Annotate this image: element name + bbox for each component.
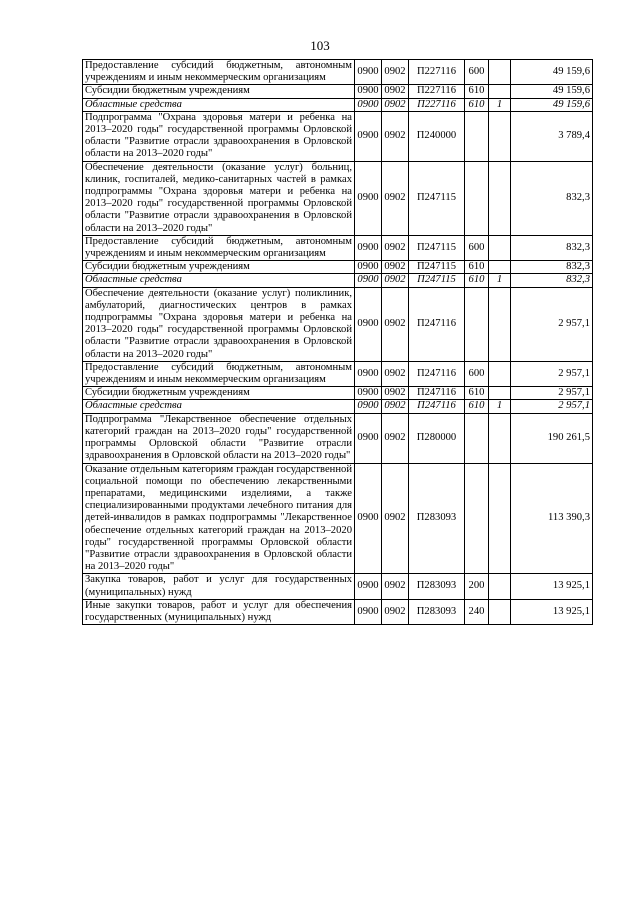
target-article-code: П283093 — [409, 463, 465, 574]
section-code: 0900 — [355, 274, 382, 287]
section-code: 0900 — [355, 287, 382, 361]
funding-source-code — [489, 463, 511, 574]
expense-type-code: 610 — [465, 85, 489, 98]
row-description: Субсидии бюджетным учреждениям — [83, 387, 355, 400]
amount: 190 261,5 — [511, 413, 593, 463]
row-description: Областные средства — [83, 274, 355, 287]
row-description: Предоставление субсидий бюджетным, автономным учреждениям и иным некоммерческим организациям — [83, 60, 355, 85]
funding-source-code — [489, 111, 511, 161]
funding-source-code — [489, 235, 511, 260]
target-article-code: П247116 — [409, 387, 465, 400]
target-article-code: П247115 — [409, 235, 465, 260]
target-article-code: П283093 — [409, 599, 465, 624]
target-article-code: П227116 — [409, 98, 465, 111]
target-article-code: П227116 — [409, 85, 465, 98]
subsection-code: 0902 — [382, 361, 409, 386]
funding-source-code — [489, 599, 511, 624]
budget-table-body — [83, 60, 593, 625]
expense-type-code: 610 — [465, 400, 489, 413]
funding-source-code — [489, 387, 511, 400]
section-code: 0900 — [355, 413, 382, 463]
section-code: 0900 — [355, 161, 382, 235]
expense-type-code: 610 — [465, 98, 489, 111]
section-code: 0900 — [355, 98, 382, 111]
section-code: 0900 — [355, 361, 382, 386]
table-row — [83, 574, 593, 599]
funding-source-code — [489, 413, 511, 463]
amount: 832,3 — [511, 235, 593, 260]
target-article-code: П247116 — [409, 361, 465, 386]
amount: 832,3 — [511, 161, 593, 235]
subsection-code: 0902 — [382, 287, 409, 361]
section-code: 0900 — [355, 60, 382, 85]
section-code: 0900 — [355, 599, 382, 624]
section-code: 0900 — [355, 463, 382, 574]
row-description: Обеспечение деятельности (оказание услуг) больниц, клиник, госпиталей, медико-санитарных частей в рамках подпрограммы "Охрана здоровья матери и ребенка на 2013–2020 годы" государственной программы Орловской области "Развитие отрасли здравоохранения в Орловской области на 2013–2020 годы" — [83, 161, 355, 235]
amount: 2 957,1 — [511, 400, 593, 413]
expense-type-code — [465, 161, 489, 235]
table-row — [83, 261, 593, 274]
target-article-code: П280000 — [409, 413, 465, 463]
amount: 13 925,1 — [511, 599, 593, 624]
row-description: Подпрограмма "Лекарственное обеспечение отдельных категорий граждан на 2013–2020 годы" государственной программы Орловской области "Развитие отрасли здравоохранения в Орловской области на 2013–2020 годы" — [83, 413, 355, 463]
row-description: Подпрограмма "Охрана здоровья матери и ребенка на 2013–2020 годы" государственной программы Орловской области "Развитие отрасли здравоохранения в Орловской области на 2013–2020 годы" — [83, 111, 355, 161]
table-row — [83, 599, 593, 624]
target-article-code: П247116 — [409, 400, 465, 413]
funding-source-code: 1 — [489, 274, 511, 287]
table-row — [83, 287, 593, 361]
target-article-code: П247115 — [409, 161, 465, 235]
subsection-code: 0902 — [382, 574, 409, 599]
subsection-code: 0902 — [382, 274, 409, 287]
table-row — [83, 111, 593, 161]
expense-type-code: 600 — [465, 361, 489, 386]
target-article-code: П247115 — [409, 261, 465, 274]
amount: 832,3 — [511, 261, 593, 274]
amount: 3 789,4 — [511, 111, 593, 161]
target-article-code: П247115 — [409, 274, 465, 287]
row-description: Иные закупки товаров, работ и услуг для обеспечения государственных (муниципальных) нужд — [83, 599, 355, 624]
table-row — [83, 413, 593, 463]
expense-type-code — [465, 413, 489, 463]
subsection-code: 0902 — [382, 400, 409, 413]
subsection-code: 0902 — [382, 85, 409, 98]
expense-type-code: 610 — [465, 387, 489, 400]
row-description: Областные средства — [83, 400, 355, 413]
table-row — [83, 98, 593, 111]
expense-type-code — [465, 111, 489, 161]
table-row — [83, 463, 593, 574]
row-description: Оказание отдельным категориям граждан государственной социальной помощи по обеспечению лекарственными препаратами, медицинскими изделиями, а также специализированными продуктами лечебного питания для детей-инвалидов в рамках подпрограммы "Лекарственное обеспечение отдельных категорий граждан на 2013–2020 годы" государственной программы Орловской области "Развитие отрасли здравоохранения в Орловской области на 2013–2020 годы" — [83, 463, 355, 574]
table-row — [83, 400, 593, 413]
row-description: Субсидии бюджетным учреждениям — [83, 85, 355, 98]
section-code: 0900 — [355, 111, 382, 161]
expense-type-code — [465, 463, 489, 574]
section-code: 0900 — [355, 235, 382, 260]
amount: 2 957,1 — [511, 387, 593, 400]
subsection-code: 0902 — [382, 387, 409, 400]
section-code: 0900 — [355, 387, 382, 400]
expense-type-code: 610 — [465, 261, 489, 274]
section-code: 0900 — [355, 261, 382, 274]
row-description: Субсидии бюджетным учреждениям — [83, 261, 355, 274]
row-description: Обеспечение деятельности (оказание услуг) поликлиник, амбулаторий, диагностических центров в рамках подпрограммы "Охрана здоровья матери и ребенка на 2013–2020 годы" государственной программы Орловской области "Развитие отрасли здравоохранения в Орловской области на 2013–2020 годы" — [83, 287, 355, 361]
table-row — [83, 161, 593, 235]
funding-source-code — [489, 574, 511, 599]
amount: 2 957,1 — [511, 361, 593, 386]
subsection-code: 0902 — [382, 98, 409, 111]
target-article-code: П283093 — [409, 574, 465, 599]
funding-source-code: 1 — [489, 400, 511, 413]
row-description: Предоставление субсидий бюджетным, автономным учреждениям и иным некоммерческим организациям — [83, 235, 355, 260]
table-row — [83, 274, 593, 287]
funding-source-code — [489, 261, 511, 274]
funding-source-code — [489, 60, 511, 85]
row-description: Предоставление субсидий бюджетным, автономным учреждениям и иным некоммерческим организациям — [83, 361, 355, 386]
funding-source-code — [489, 85, 511, 98]
subsection-code: 0902 — [382, 599, 409, 624]
subsection-code: 0902 — [382, 463, 409, 574]
subsection-code: 0902 — [382, 60, 409, 85]
table-row — [83, 235, 593, 260]
funding-source-code — [489, 161, 511, 235]
table-row — [83, 60, 593, 85]
amount: 832,3 — [511, 274, 593, 287]
amount: 2 957,1 — [511, 287, 593, 361]
amount: 49 159,6 — [511, 98, 593, 111]
section-code: 0900 — [355, 400, 382, 413]
target-article-code: П247116 — [409, 287, 465, 361]
table-row — [83, 387, 593, 400]
subsection-code: 0902 — [382, 161, 409, 235]
subsection-code: 0902 — [382, 261, 409, 274]
table-row — [83, 85, 593, 98]
amount: 49 159,6 — [511, 60, 593, 85]
expense-type-code: 600 — [465, 60, 489, 85]
page-number: 103 — [310, 38, 330, 53]
row-description: Закупка товаров, работ и услуг для государственных (муниципальных) нужд — [83, 574, 355, 599]
funding-source-code — [489, 361, 511, 386]
expense-type-code: 610 — [465, 274, 489, 287]
section-code: 0900 — [355, 574, 382, 599]
section-code: 0900 — [355, 85, 382, 98]
table-row — [83, 361, 593, 386]
expense-type-code: 240 — [465, 599, 489, 624]
expense-type-code: 200 — [465, 574, 489, 599]
target-article-code: П227116 — [409, 60, 465, 85]
subsection-code: 0902 — [382, 413, 409, 463]
funding-source-code: 1 — [489, 98, 511, 111]
budget-table — [82, 59, 593, 625]
amount: 113 390,3 — [511, 463, 593, 574]
subsection-code: 0902 — [382, 235, 409, 260]
target-article-code: П240000 — [409, 111, 465, 161]
subsection-code: 0902 — [382, 111, 409, 161]
funding-source-code — [489, 287, 511, 361]
row-description: Областные средства — [83, 98, 355, 111]
expense-type-code: 600 — [465, 235, 489, 260]
amount: 13 925,1 — [511, 574, 593, 599]
expense-type-code — [465, 287, 489, 361]
amount: 49 159,6 — [511, 85, 593, 98]
